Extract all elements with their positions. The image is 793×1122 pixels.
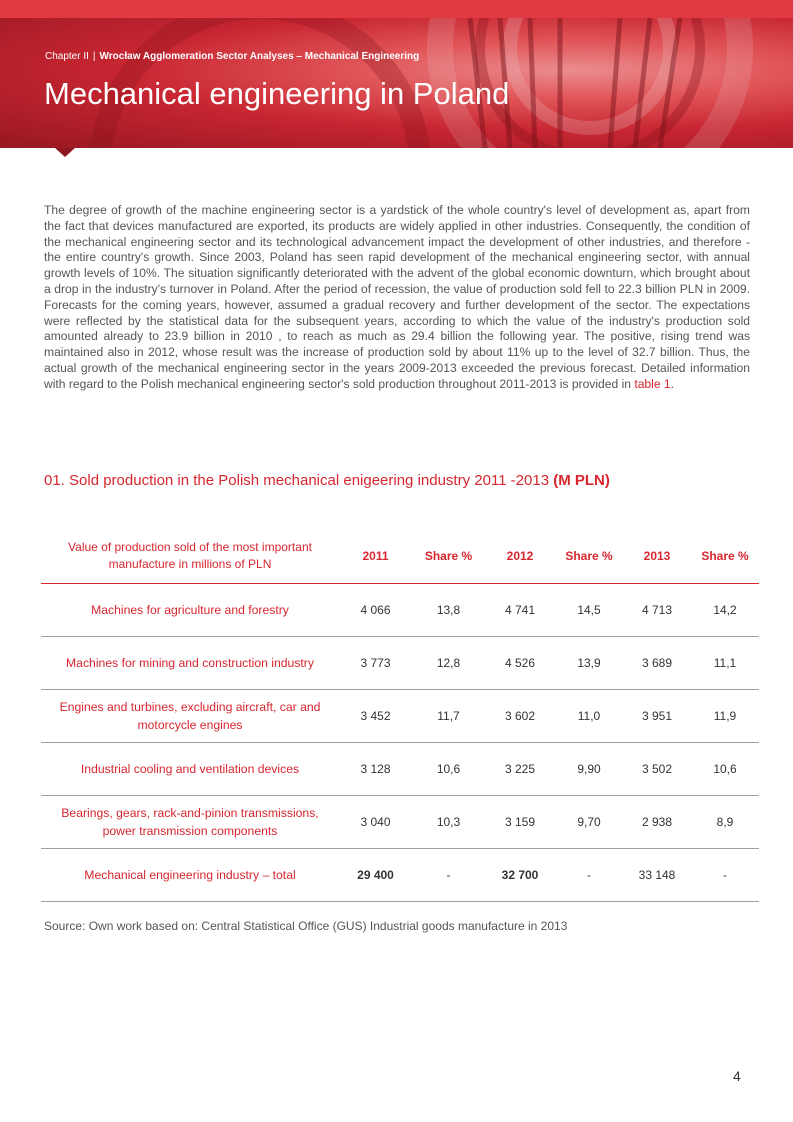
- cell-value: 14,5: [555, 584, 623, 637]
- cell-value: -: [555, 849, 623, 902]
- top-accent-strip: [0, 0, 793, 18]
- table-row: [41, 637, 759, 690]
- column-header-category: Value of production sold of the most important manufacture in millions of PLN: [41, 528, 339, 584]
- cell-value: 3 502: [623, 743, 691, 796]
- page-number: 4: [733, 1068, 741, 1084]
- cell-value: 12,8: [412, 637, 485, 690]
- table-title: [44, 472, 610, 489]
- table-title-text: 01. Sold production in the Polish mechanical enigeering industry 2011 -2013: [44, 472, 554, 489]
- table-row: [41, 796, 759, 849]
- cell-value: 9,70: [555, 796, 623, 849]
- cell-value: 8,9: [691, 796, 759, 849]
- cell-value: -: [691, 849, 759, 902]
- column-header-share-2012: Share %: [555, 528, 623, 584]
- cell-value: 10,6: [412, 743, 485, 796]
- chapter-label: Chapter II: [45, 51, 89, 62]
- cell-value: 3 159: [485, 796, 555, 849]
- cell-value: 11,0: [555, 690, 623, 743]
- table-header-row: [41, 528, 759, 584]
- cell-value: 10,6: [691, 743, 759, 796]
- cell-value: 3 773: [339, 637, 412, 690]
- breadcrumb: [45, 51, 419, 62]
- banner-notch: [55, 148, 75, 157]
- source-note: Source: Own work based on: Central Statistical Office (GUS) Industrial goods manufacture in 2013: [44, 919, 568, 933]
- cell-value: 3 602: [485, 690, 555, 743]
- total-2013: 33 148: [623, 849, 691, 902]
- column-header-share-2013: Share %: [691, 528, 759, 584]
- cell-value: 10,3: [412, 796, 485, 849]
- cell-value: 4 526: [485, 637, 555, 690]
- row-label: Machines for mining and construction industry: [41, 637, 339, 690]
- cell-value: 14,2: [691, 584, 759, 637]
- cell-value: 13,8: [412, 584, 485, 637]
- production-table: [41, 528, 759, 902]
- table-row: [41, 690, 759, 743]
- total-2011: 29 400: [339, 849, 412, 902]
- intro-text: The degree of growth of the machine engineering sector is a yardstick of the whole country's level of development as, apart from the fact that devices manufactured are exported, its products are widely applied in other industries. Consequently, the condition of the mechanical engineering sector and its technological advancement impact the development of other industries, and therefore - the entire country's growth. Since 2003, Poland has seen rapid development of the mechanical engineering sector, with annual growth levels of 10%. The situation significantly deteriorated with the advent of the global economic downturn, which brought about a drop in the industry's turnover in Poland. After the period of recession, the value of production sold fell to 22.3 billion PLN in 2009. Forecasts for the coming years, however, assumed a gradual recovery and further development of the sector. The expectations were reflected by the statistical data for the subsequent years, according to which the value of the industry's production sold amounted already to 23.9 billion in 2010 , to reach as much as 29.4 billion the following year. The positive, rising trend was maintained also in 2012, whose result was the increase of production sold by about 11% up to the level of 32.7 billion. Thus, the actual growth of the mechanical engineering sector in the years 2009-2013 exceeded the previous forecast. Detailed information with regard to the Polish mechanical engineering sector's sold production throughout 2011-2013 is provided in: [44, 203, 750, 391]
- cell-value: 4 713: [623, 584, 691, 637]
- cell-value: 3 128: [339, 743, 412, 796]
- table-total-row: [41, 849, 759, 902]
- column-header-2011: 2011: [339, 528, 412, 584]
- cell-value: 11,1: [691, 637, 759, 690]
- cell-value: 4 741: [485, 584, 555, 637]
- cell-value: 3 951: [623, 690, 691, 743]
- cell-value: 13,9: [555, 637, 623, 690]
- intro-end: .: [670, 376, 675, 391]
- page-title: Mechanical engineering in Poland: [44, 76, 510, 111]
- section-label: Wrocław Agglomeration Sector Analyses – Mechanical Engineering: [99, 51, 420, 62]
- column-header-share-2011: Share %: [412, 528, 485, 584]
- cell-value: -: [412, 849, 485, 902]
- total-row-label: Mechanical engineering industry – total: [41, 849, 339, 902]
- total-2012: 32 700: [485, 849, 555, 902]
- cell-value: 4 066: [339, 584, 412, 637]
- row-label: Industrial cooling and ventilation devices: [41, 743, 339, 796]
- cell-value: 3 452: [339, 690, 412, 743]
- intro-paragraph: [44, 203, 750, 393]
- table-reference-link[interactable]: table 1: [634, 376, 671, 391]
- row-label: Machines for agriculture and forestry: [41, 584, 339, 637]
- table-row: [41, 584, 759, 637]
- cell-value: 3 689: [623, 637, 691, 690]
- breadcrumb-separator: |: [92, 51, 96, 62]
- cell-value: 3 040: [339, 796, 412, 849]
- cell-value: 3 225: [485, 743, 555, 796]
- row-label: Engines and turbines, excluding aircraft, car and motorcycle engines: [41, 690, 339, 743]
- cell-value: 11,9: [691, 690, 759, 743]
- cell-value: 2 938: [623, 796, 691, 849]
- table-row: [41, 743, 759, 796]
- cell-value: 11,7: [412, 690, 485, 743]
- row-label: Bearings, gears, rack-and-pinion transmissions, power transmission components: [41, 796, 339, 849]
- cell-value: 9,90: [555, 743, 623, 796]
- column-header-2012: 2012: [485, 528, 555, 584]
- column-header-2013: 2013: [623, 528, 691, 584]
- table-unit: (M PLN): [553, 472, 610, 489]
